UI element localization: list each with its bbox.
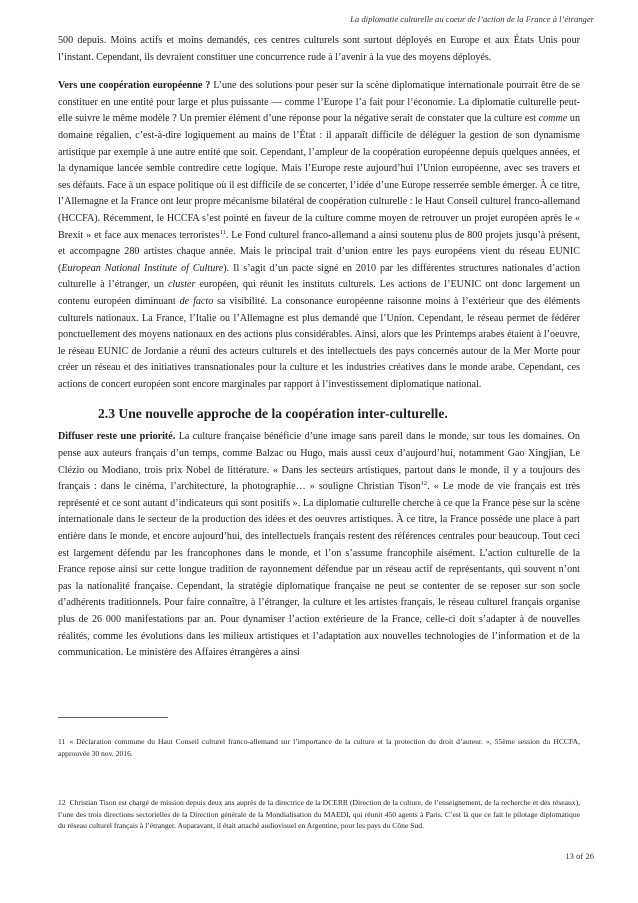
text-run: européen, qui réunit les instituts culturels. Les actions de l’EUNIC ont donc largement un contenu européen diminuant <box>58 279 580 307</box>
emphasis: de facto <box>179 295 214 307</box>
footnote-ref-12[interactable]: 12 <box>420 480 428 488</box>
text-run: un domaine régalien, c’est-à-dire logiquement au mains de l’État : il apparaît difficile de déléguer la gestion de son dynamisme artistique par exemple à une autre entité que soit. Cependant, l’ampleur de la coopération européenne depuis quelques années, et la dynamique lancée semble contredire cette logique. Mais l’Europe reste aujourd’hui l’Union européenne, avec ses travers et ses défauts. Face à un espace politique où il est difficile de se concerter, l’idée d’une Europe resserrée semble émerger. À ce titre, l’Allemagne et la France ont leur propre mécanisme bilatéral de coopération culturelle : le Haut Conseil culturel franco-allemand (HCCFA). Récemment, le HCCFA s’est pointé en faveur de la culture comme moyen de retrouver un projet européen après le « Brexit » et face aux menaces terroristes <box>58 113 580 241</box>
paragraph-lead: Vers une coopération européenne ? <box>58 80 211 92</box>
running-header: La diplomatie culturelle au coeur de l’action de la France à l’étranger <box>350 14 594 24</box>
footnote-text: Christian Tison est chargé de mission depuis deux ans auprès de la directrice de la DCERR (Direction de la culture, de l’enseignement, de la recherche et des réseaux), l’une des trois directions sectorielles de la Direction générale de la Mondialisation du MAEDI, qui réunit 450 agents à Paris. C’est là que ce fait le pilotage diplomatique du réseau culturel français à l’étranger. Auparavant, il était attaché audiovisuel en Argentine, pour les pays du Cône Sud. <box>58 798 580 830</box>
paragraph-diffusion <box>58 429 580 661</box>
paragraph-lead: Diffuser reste une priorité. <box>58 431 176 443</box>
emphasis: comme <box>538 113 568 125</box>
text-run: sa visibilité. La consonance européenne raisonne moins à l’extérieur que des éléments culturels nationaux. La France, l’Italie ou l’Allemagne est plus demandé que l’Union. Cependant, le réseau permet de fédérer ponctuellement des moyens nationaux en des actions plus considérables. Ainsi, alors que les Printemps arabes étaient à l’oeuvre, le réseau EUNIC de Jordanie a réuni des acteurs culturels et des intellectuels des pays concernés autour de la Mer Morte pour créer un réseau et des initiatives transnationales pour la culture et les industries créatives dans le monde arabe. Cependant, ces actions de concert européen sont encore marginales par rapport à l’investissement diplomatique national. <box>58 295 580 390</box>
text-run: . « Le mode de vie français est très représenté et ce sont autant d’indicateurs qui sont positifs ». La diplomatie culturelle cherche à ce que la France pèse sur la scène internationale dans le secteur de la production des idées et des oeuvres artistiques. À ce titre, la France possède une place à part entière dans le monde, et encore aujourd’hui, des intellectuels français restent des références centrales pour beaucoup. Tout ceci est largement défendu par les francophones dans le monde, et l’on s’assume francophile aisément. L’action culturelle de la France repose ainsi sur cette longue tradition de rayonnement défendue par un réseau actif de représentants, qui souvent n’ont pas la nationalité française. Cependant, la stratégie diplomatique française ne peut se contenter de se reposer sur son socle d’adhérents traditionnels. Pour faire connaître, à l’étranger, la culture et les artistes français, le réseau culturel français organise plus de 26 000 manifestations par an. Pour dynamiser l’action extérieure de la France, celle-ci doit s’adapter à de nouvelles réalités, comme les évolutions dans les milieux artistiques et l’adaptation aux nouvelles technologies de l’information et de la communication. Le ministère des Affaires étrangères a ainsi <box>58 481 580 659</box>
footnote-number: 11 <box>58 737 66 746</box>
footnote-ref-11[interactable]: 11 <box>219 228 226 236</box>
footnote-11 <box>58 736 580 759</box>
text-run: L’une des solutions pour peser sur la scène diplomatique internationale pourrait être de se constituer en une entité pour large et plus puissante — comme l’Europe l’a fait pour l’économie. La diplomatie culturelle peut-elle suivre le même modèle ? Un premier élément d’une réponse pour la négative serait de constater que la culture est <box>58 80 581 125</box>
emphasis: cluster <box>167 279 196 291</box>
section-heading: 2.3 Une nouvelle approche de la coopération inter-culturelle. <box>98 406 448 422</box>
page-number: 13 of 26 <box>565 851 594 861</box>
footnote-number: 12 <box>58 798 66 807</box>
footnote-text: « Déclaration commune du Haut Conseil culturel franco-allemand sur l’importance de la culture et la protection du droit d’auteur. », 55ème session du HCCFA, approuvée 30 nov. 2016. <box>58 737 580 758</box>
paragraph-european-cooperation <box>58 78 580 393</box>
paragraph-intro <box>58 33 580 66</box>
footnote-12 <box>58 797 580 832</box>
footnote-divider <box>58 717 168 718</box>
text-run: . Le Fond culturel franco-allemand a ainsi soutenu plus de 800 projets jusqu’à présent, et accompagne 280 artistes chaque année. Mais le principal trait d’union entre les pays européens vient du réseau EUNIC ( <box>58 229 581 274</box>
text-run: ). Il s’agit d’un pacte signé en 2010 par les différentes structures nationales d’action culturelle à l’étranger, un <box>58 262 581 291</box>
text-run: La culture française bénéficie d’une image sans pareil dans le monde, sur tous les domaines. On pense aux auteurs français d’un temps, comme Balzac ou Hugo, mais aussi ceux d’aujourd’hui, notamment Gao Xingjian, Le Clézio ou Modiano, trois prix Nobel de littérature. « Dans les secteurs artistiques, partout dans le monde, il y a toujours des français : dans le cinéma, l’architecture, la photographie… » souligne Christian Tison <box>58 431 580 493</box>
emphasis: European National Institute of Culture <box>61 262 224 274</box>
body-text <box>58 33 580 674</box>
paragraph-text: 500 depuis. Moins actifs et moins demandés, ces centres culturels sont surtout déployés en Europe et aux États Unis pour l’instant. Cependant, ils devraient constituer une concurrence rude à l’avenir à la vue des moyens déployés. <box>58 35 580 63</box>
